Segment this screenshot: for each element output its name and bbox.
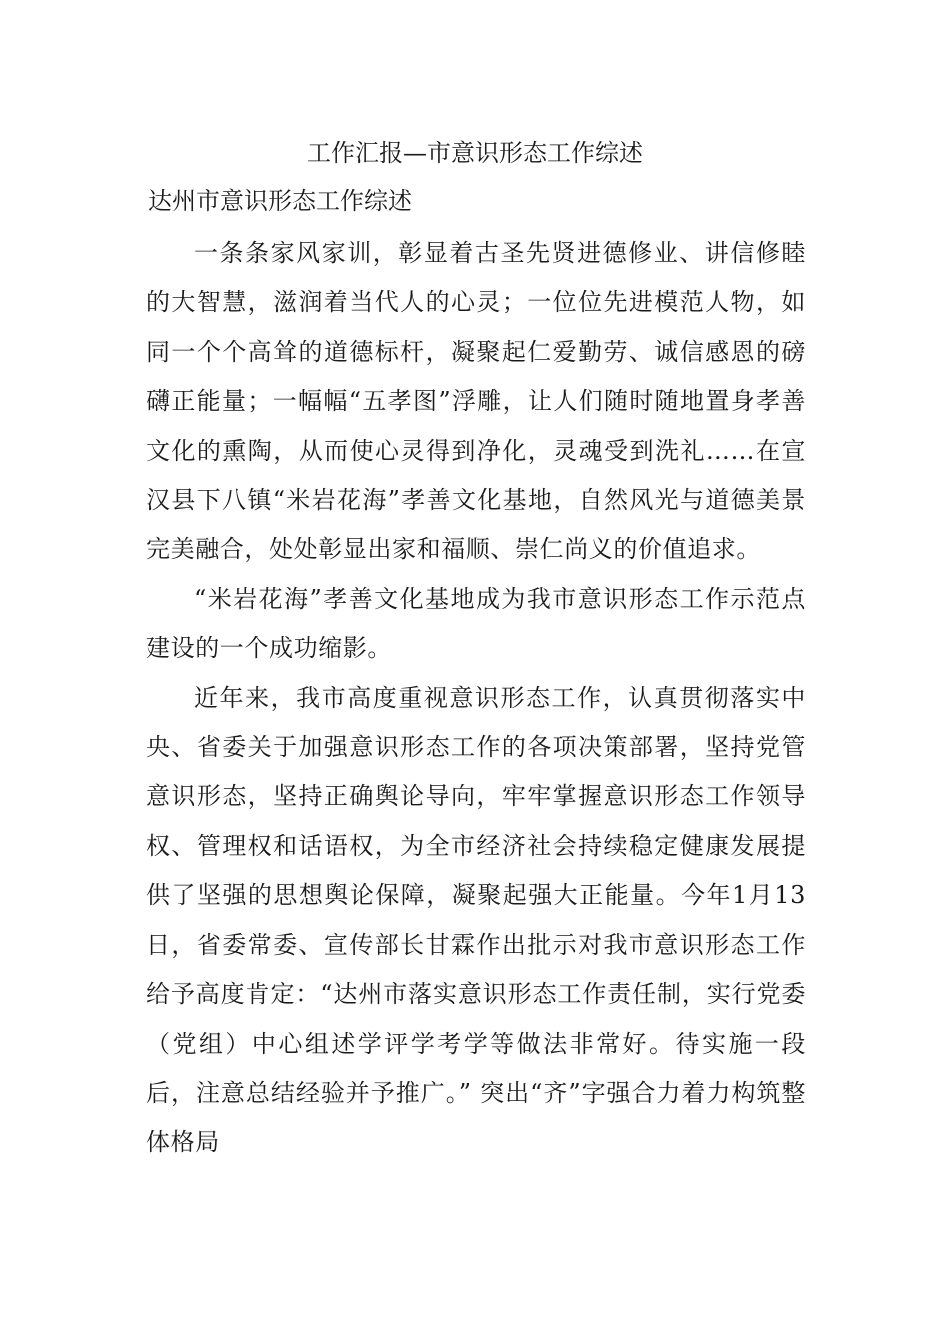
- document-title: 工作汇报—市意识形态工作综述: [307, 139, 643, 167]
- paragraph-2: “米岩花海”孝善文化基地成为我市意识形态工作示范点建设的一个成功缩影。: [146, 584, 806, 663]
- paragraph-3: 近年来，我市高度重视意识形态工作，认真贯彻落实中央、省委关于加强意识形态工作的各项决策部署，坚持党管意识形态，坚持正确舆论导向，牢牢掌握意识形态工作领导权、管理权和话语权，为全市经济社会持续稳定健康发展提供了坚强的思想舆论保障，凝聚起强大正能量。今年1月13日，省委常委、宣传部长甘霖作出批示对我市意识形态工作给予高度肯定：“达州市落实意识形态工作责任制，实行党委（党组）中心组述学评学考学等做法非常好。待实施一段后，注意总结经验并予推广。” 突出“齐”字强合力着力构筑整体格局: [146, 683, 806, 1157]
- paragraph-1: 一条条家风家训，彰显着古圣先贤进德修业、讲信修睦的大智慧，滋润着当代人的心灵；一位位先进模范人物，如同一个个高耸的道德标杆，凝聚起仁爱勤劳、诚信感恩的磅礴正能量；一幅幅“五孝图”浮雕，让人们随时随地置身孝善文化的熏陶，从而使心灵得到净化，灵魂受到洗礼……在宣汉县下八镇“米岩花海”孝善文化基地，自然风光与道德美景完美融合，处处彰显出家和福顺、崇仁尚义的价值追求。: [146, 239, 806, 564]
- document-subtitle: 达州市意识形态工作综述: [148, 187, 412, 215]
- document-body: [146, 229, 806, 1168]
